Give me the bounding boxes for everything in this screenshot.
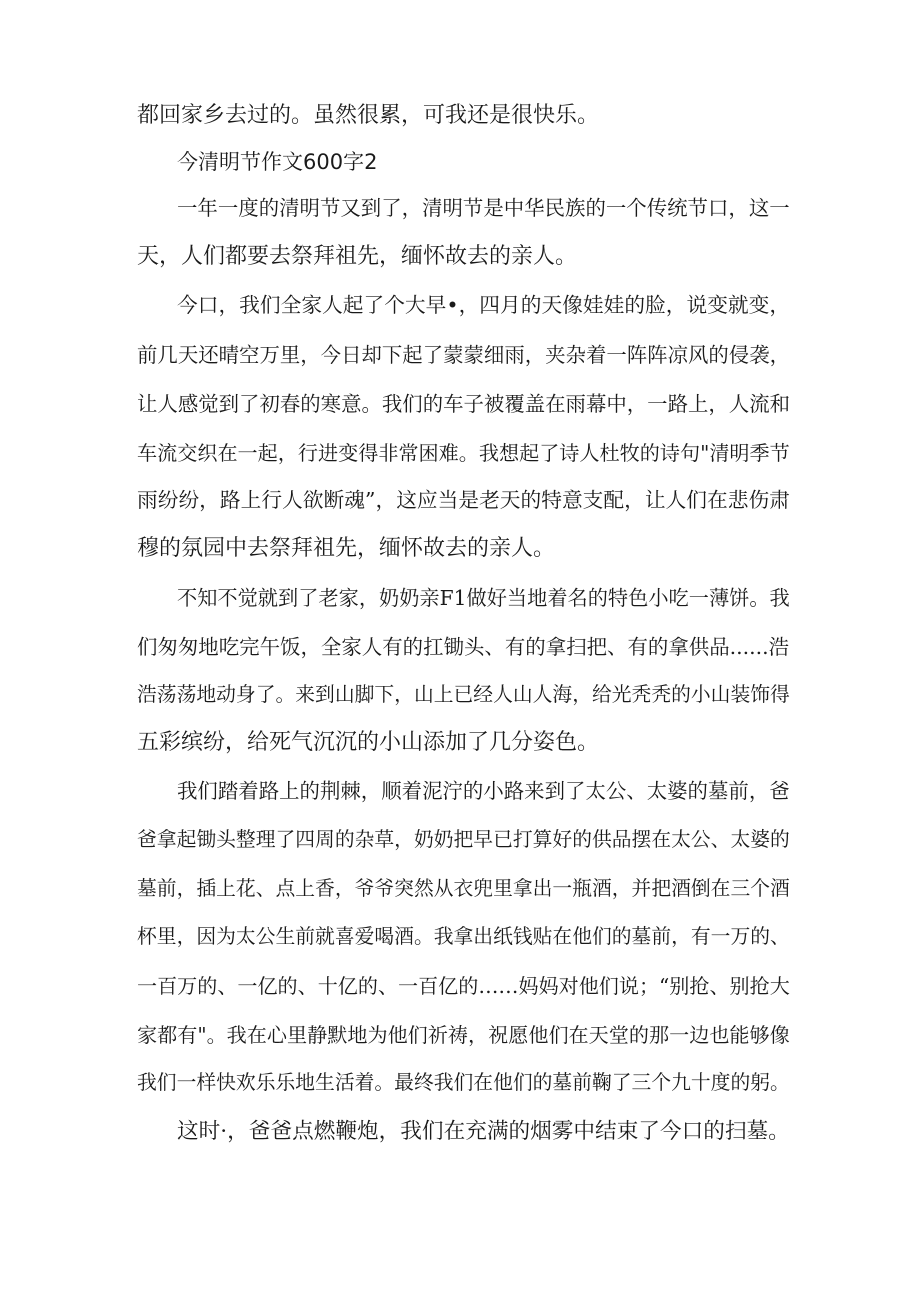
text-line: 前几天还晴空万里，今日却下起了蒙蒙细雨，夹杂着一阵阵凉风的侵袭， — [137, 343, 790, 367]
text-line: 爸拿起锄头整理了四周的杂草，奶奶把早已打算好的供品摆在太公、太婆的 — [137, 828, 790, 851]
text-line: 车流交织在一起，行进变得非常困难。我想起了诗人杜牧的诗句"清明季节 — [137, 441, 790, 465]
text-line: 让人感觉到了初春的寒意。我们的车子被覆盖在雨幕中，一路上，人流和 — [137, 392, 790, 416]
text-line: 这时·，爸爸点燃鞭炮，我们在充满的烟雾中结束了今口的扫墓。 — [177, 1119, 790, 1144]
text-line: 一百万的、一亿的、十亿的、一百亿的……妈妈对他们说；“别抢、别抢大 — [137, 974, 790, 998]
text-line: 杯里，因为太公生前就喜爱喝酒。我拿出纸钱贴在他们的墓前，有一万的、 — [137, 925, 790, 948]
text-line: 我们一样快欢乐乐地生活着。最终我们在他们的墓前鞠了三个九十度的躬。 — [137, 1071, 790, 1094]
text-line: 我们踏着路上的荆棘，顺着泥泞的小路来到了太公、太婆的墓前，爸 — [177, 779, 790, 803]
text-line: 家都有"。我在心里静默地为他们祈祷，祝愿他们在天堂的那一边也能够像 — [137, 1023, 790, 1047]
text-line: 五彩缤纷，给死气沉沉的小山添加了几分姿色。 — [137, 730, 600, 755]
text-line: 今口，我们全家人起了个大早•，四月的天像娃娃的脸，说变就变， — [177, 293, 791, 317]
text-line: 一年一度的清明节又到了，清明节是中华民族的一个传统节口，这一 — [177, 196, 790, 220]
text-line: 不知不觉就到了老家，奶奶亲F1做好当地着名的特色小吃一薄饼。我 — [177, 586, 790, 610]
text-line: 天，人们都要去祭拜祖先，缅怀故去的亲人。 — [137, 244, 578, 269]
text-line: 墓前，插上花、点上香，爷爷突然从衣兜里拿出一瓶酒，并把酒倒在三个酒 — [137, 877, 790, 900]
section-heading: 今清明节作文600字2 — [177, 150, 378, 174]
text-line: 穆的氛园中去祭拜祖先，缅怀故去的亲人。 — [137, 536, 556, 561]
text-line: 们匆匆地吃完午饭，全家人有的扛锄头、有的拿扫把、有的拿供品......浩 — [137, 635, 790, 659]
text-line: 浩荡荡地动身了。来到山脚下，山上已经人山人海，给光秃秃的小山装饰得 — [137, 683, 790, 706]
text-line: 雨纷纷，路上行人欲断魂”，这应当是老天的特意支配，让人们在悲伤肃 — [137, 488, 790, 512]
text-line: 都回家乡去过的。虽然很累，可我还是很快乐。 — [137, 103, 600, 128]
